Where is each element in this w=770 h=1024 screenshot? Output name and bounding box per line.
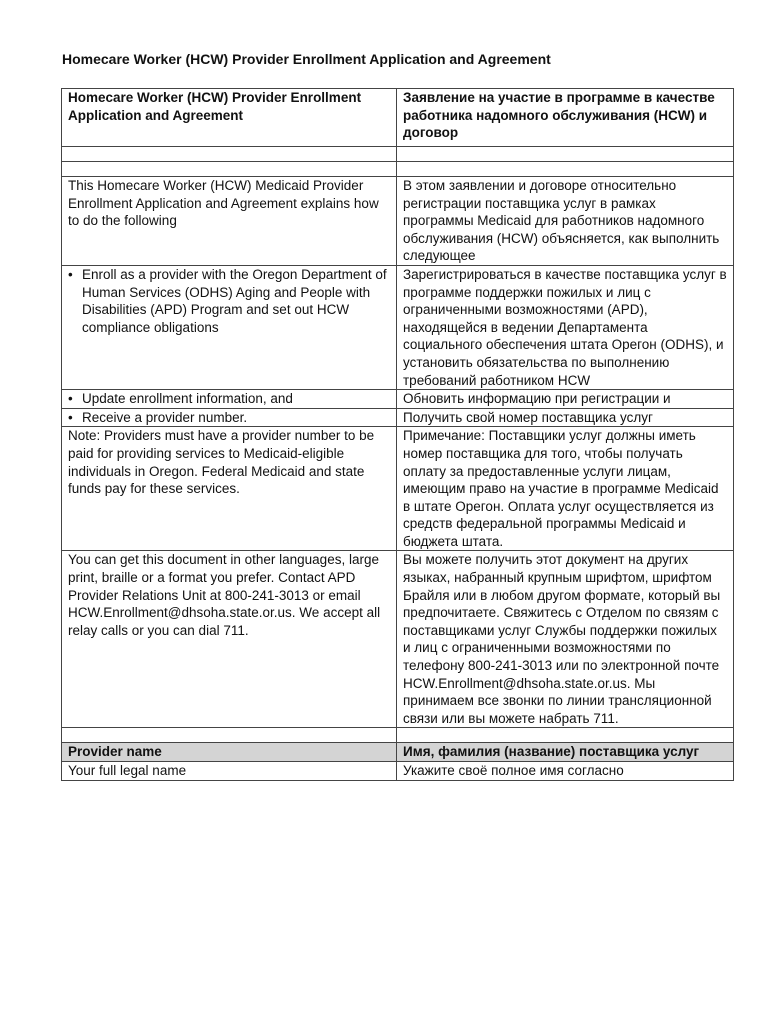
legal-name-en: Your full legal name xyxy=(62,762,397,781)
bullet-text: Enroll as a provider with the Oregon Department of Human Services (ODHS) Aging and People with Disabilities (APD) Program and set out HCW compliance obligations xyxy=(82,266,387,335)
provider-name-ru: Имя, фамилия (название) поставщика услуг xyxy=(397,743,734,762)
languages-ru: Вы можете получить этот документ на других языках, набранный крупным шрифтом, шрифтом Брайля или в любом другом формате, который вы предпочитаете. Свяжитесь с Отделом по связям с поставщиками услуг Службы поддержки пожилых и лиц с ограниченными возможностями по телефону 800-241-3013 или по электронной почте HCW.Enrollment@dhsoha.state.or.us. Мы принимаем все звонки по линии трансляционной связи или вы можете набрать 711. xyxy=(397,551,734,728)
blank-row xyxy=(62,162,734,177)
bilingual-table xyxy=(61,88,734,781)
bullet-icon: • xyxy=(68,409,73,425)
blank-row xyxy=(62,728,734,743)
table-row-legal-name xyxy=(62,762,734,781)
table-row-bullet-receive xyxy=(62,408,734,427)
intro-ru: В этом заявлении и договоре относительно регистрации поставщика услуг в рамках программы Medicaid для работников надомного обслуживания (HCW) объясняется, как выполнить следующее xyxy=(397,177,734,266)
bullet-enroll-ru: Зарегистрироваться в качестве поставщика услуг в программе поддержки пожилых и лиц с ограниченными возможностями (APD), находящейся в ведении Департамента социального обеспечения штата Орегон (ODHS), и установить обязательства по выполнению требований работником HCW xyxy=(397,265,734,389)
blank-row xyxy=(62,147,734,162)
intro-en: This Homecare Worker (HCW) Medicaid Provider Enrollment Application and Agreement explains how to do the following xyxy=(62,177,397,266)
blank-cell xyxy=(62,728,397,743)
note-ru: Примечание: Поставщики услуг должны иметь номер поставщика для того, чтобы получать оплату за предоставленные услуги лицам, имеющим право на участие в программе Medicaid в штате Орегон. Оплата услуг осуществляется из средств федеральной программы Medicaid и бюджета штата. xyxy=(397,427,734,551)
provider-name-en: Provider name xyxy=(62,743,397,762)
table-row-provider-name xyxy=(62,743,734,762)
table-row-note xyxy=(62,427,734,551)
bullet-icon: • xyxy=(68,266,73,282)
bullet-receive-en xyxy=(62,408,397,427)
bullet-update-en xyxy=(62,390,397,409)
header-en: Homecare Worker (HCW) Provider Enrollment Application and Agreement xyxy=(62,89,397,147)
blank-cell xyxy=(397,147,734,162)
bullet-text: Update enrollment information, and xyxy=(82,391,293,407)
table-row-bullet-update xyxy=(62,390,734,409)
legal-name-ru: Укажите своё полное имя согласно xyxy=(397,762,734,781)
table-row-languages xyxy=(62,551,734,728)
table-row-intro xyxy=(62,177,734,266)
page-title: Homecare Worker (HCW) Provider Enrollment Application and Agreement xyxy=(62,51,551,67)
blank-cell xyxy=(397,728,734,743)
bullet-enroll-en xyxy=(62,265,397,389)
bullet-update-ru: Обновить информацию при регистрации и xyxy=(397,390,734,409)
bullet-icon: • xyxy=(68,391,73,407)
languages-en: You can get this document in other languages, large print, braille or a format you prefer. Contact APD Provider Relations Unit at 800-241-3013 or email HCW.Enrollment@dhsoha.state.or.us. We accept all relay calls or you can dial 711. xyxy=(62,551,397,728)
table-row-header xyxy=(62,89,734,147)
blank-cell xyxy=(62,162,397,177)
blank-cell xyxy=(62,147,397,162)
bullet-receive-ru: Получить свой номер поставщика услуг xyxy=(397,408,734,427)
blank-cell xyxy=(397,162,734,177)
bullet-text: Receive a provider number. xyxy=(82,409,248,425)
header-ru: Заявление на участие в программе в качестве работника надомного обслуживания (HCW) и договор xyxy=(397,89,734,147)
note-en: Note: Providers must have a provider number to be paid for providing services to Medicaid-eligible individuals in Oregon. Federal Medicaid and state funds pay for these services. xyxy=(62,427,397,551)
table-row-bullet-enroll xyxy=(62,265,734,389)
